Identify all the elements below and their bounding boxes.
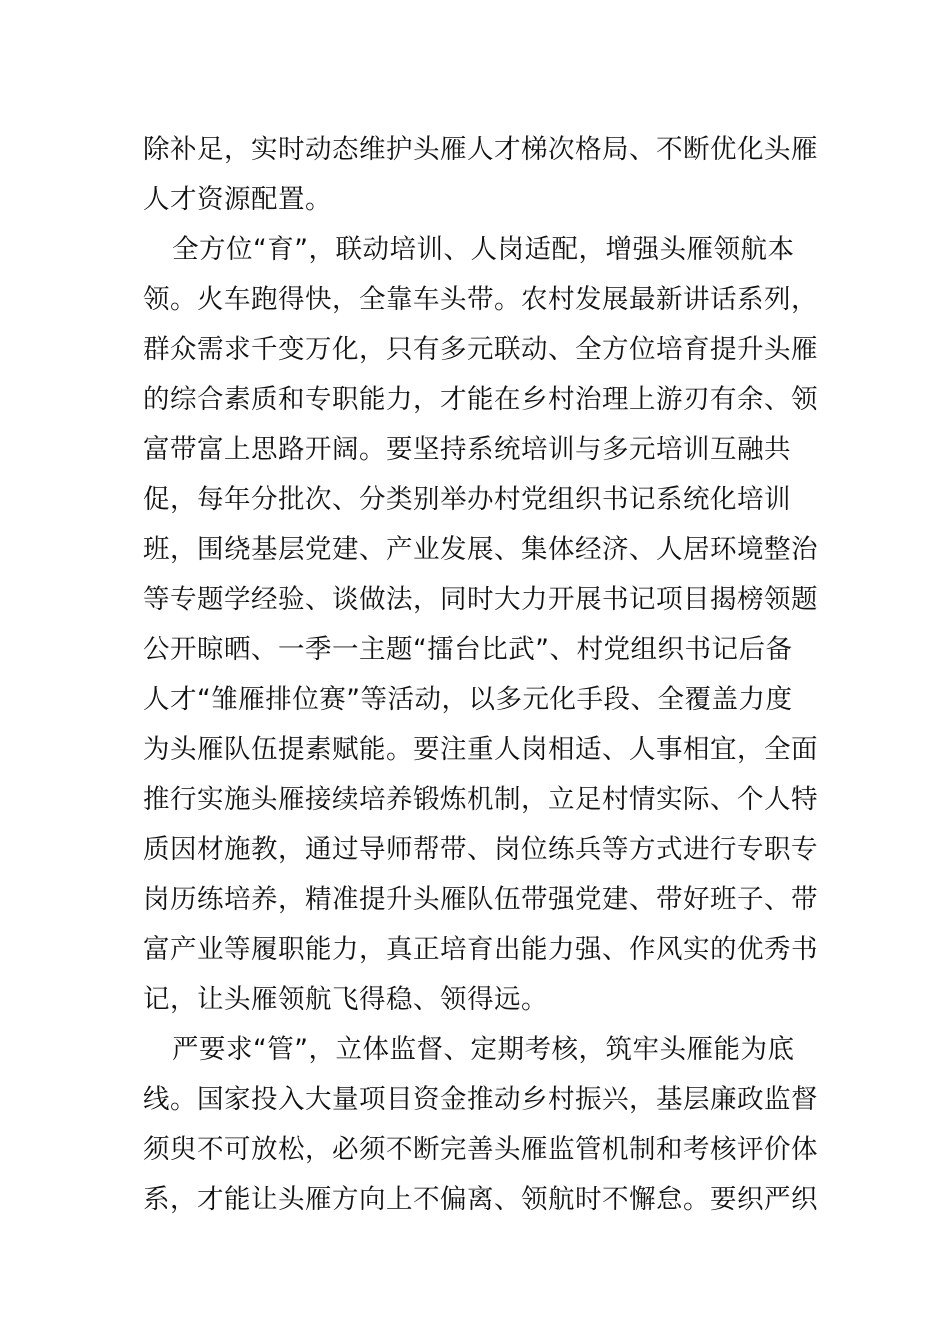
text-line: 等专题学经验、谈做法，同时大力开展书记项目揭榜领题 <box>143 584 818 615</box>
paragraph-start-line: 全方位“育”，联动培训、人岗适配，增强头雁领航本 <box>172 234 795 265</box>
text-line: 的综合素质和专职能力，才能在乡村治理上游刃有余、领 <box>143 384 818 415</box>
text-line: 富产业等履职能力，真正培育出能力强、作风实的优秀书 <box>143 934 818 965</box>
text-line: 人才“雏雁排位赛”等活动，以多元化手段、全覆盖力度 <box>143 684 793 715</box>
text-line: 线。国家投入大量项目资金推动乡村振兴，基层廉政监督 <box>143 1084 818 1115</box>
text-line: 班，围绕基层党建、产业发展、集体经济、人居环境整治 <box>143 534 818 565</box>
text-line: 促，每年分批次、分类别举办村党组织书记系统化培训 <box>143 484 791 515</box>
text-line: 人才资源配置。 <box>143 184 332 215</box>
text-line: 领。火车跑得快，全靠车头带。农村发展最新讲话系列， <box>143 284 818 315</box>
text-line: 除补足，实时动态维护头雁人才梯次格局、不断优化头雁 <box>143 134 818 165</box>
text-line: 为头雁队伍提素赋能。要注重人岗相适、人事相宜，全面 <box>143 734 818 765</box>
text-line: 系，才能让头雁方向上不偏离、领航时不懈怠。要织严织 <box>143 1184 818 1215</box>
text-line: 推行实施头雁接续培养锻炼机制，立足村情实际、个人特 <box>143 784 818 815</box>
text-line: 质因材施教，通过导师帮带、岗位练兵等方式进行专职专 <box>143 834 818 865</box>
text-line: 须臾不可放松，必须不断完善头雁监管机制和考核评价体 <box>143 1134 818 1165</box>
text-line: 群众需求千变万化，只有多元联动、全方位培育提升头雁 <box>143 334 818 365</box>
text-line: 记，让头雁领航飞得稳、领得远。 <box>143 984 548 1015</box>
paragraph-start-line: 严要求“管”，立体监督、定期考核，筑牢头雁能为底 <box>172 1034 795 1065</box>
text-line: 岗历练培养，精准提升头雁队伍带强党建、带好班子、带 <box>143 884 818 915</box>
text-line: 富带富上思路开阔。要坚持系统培训与多元培训互融共 <box>143 434 791 465</box>
text-line: 公开晾晒、一季一主题“擂台比武”、村党组织书记后备 <box>143 634 793 665</box>
